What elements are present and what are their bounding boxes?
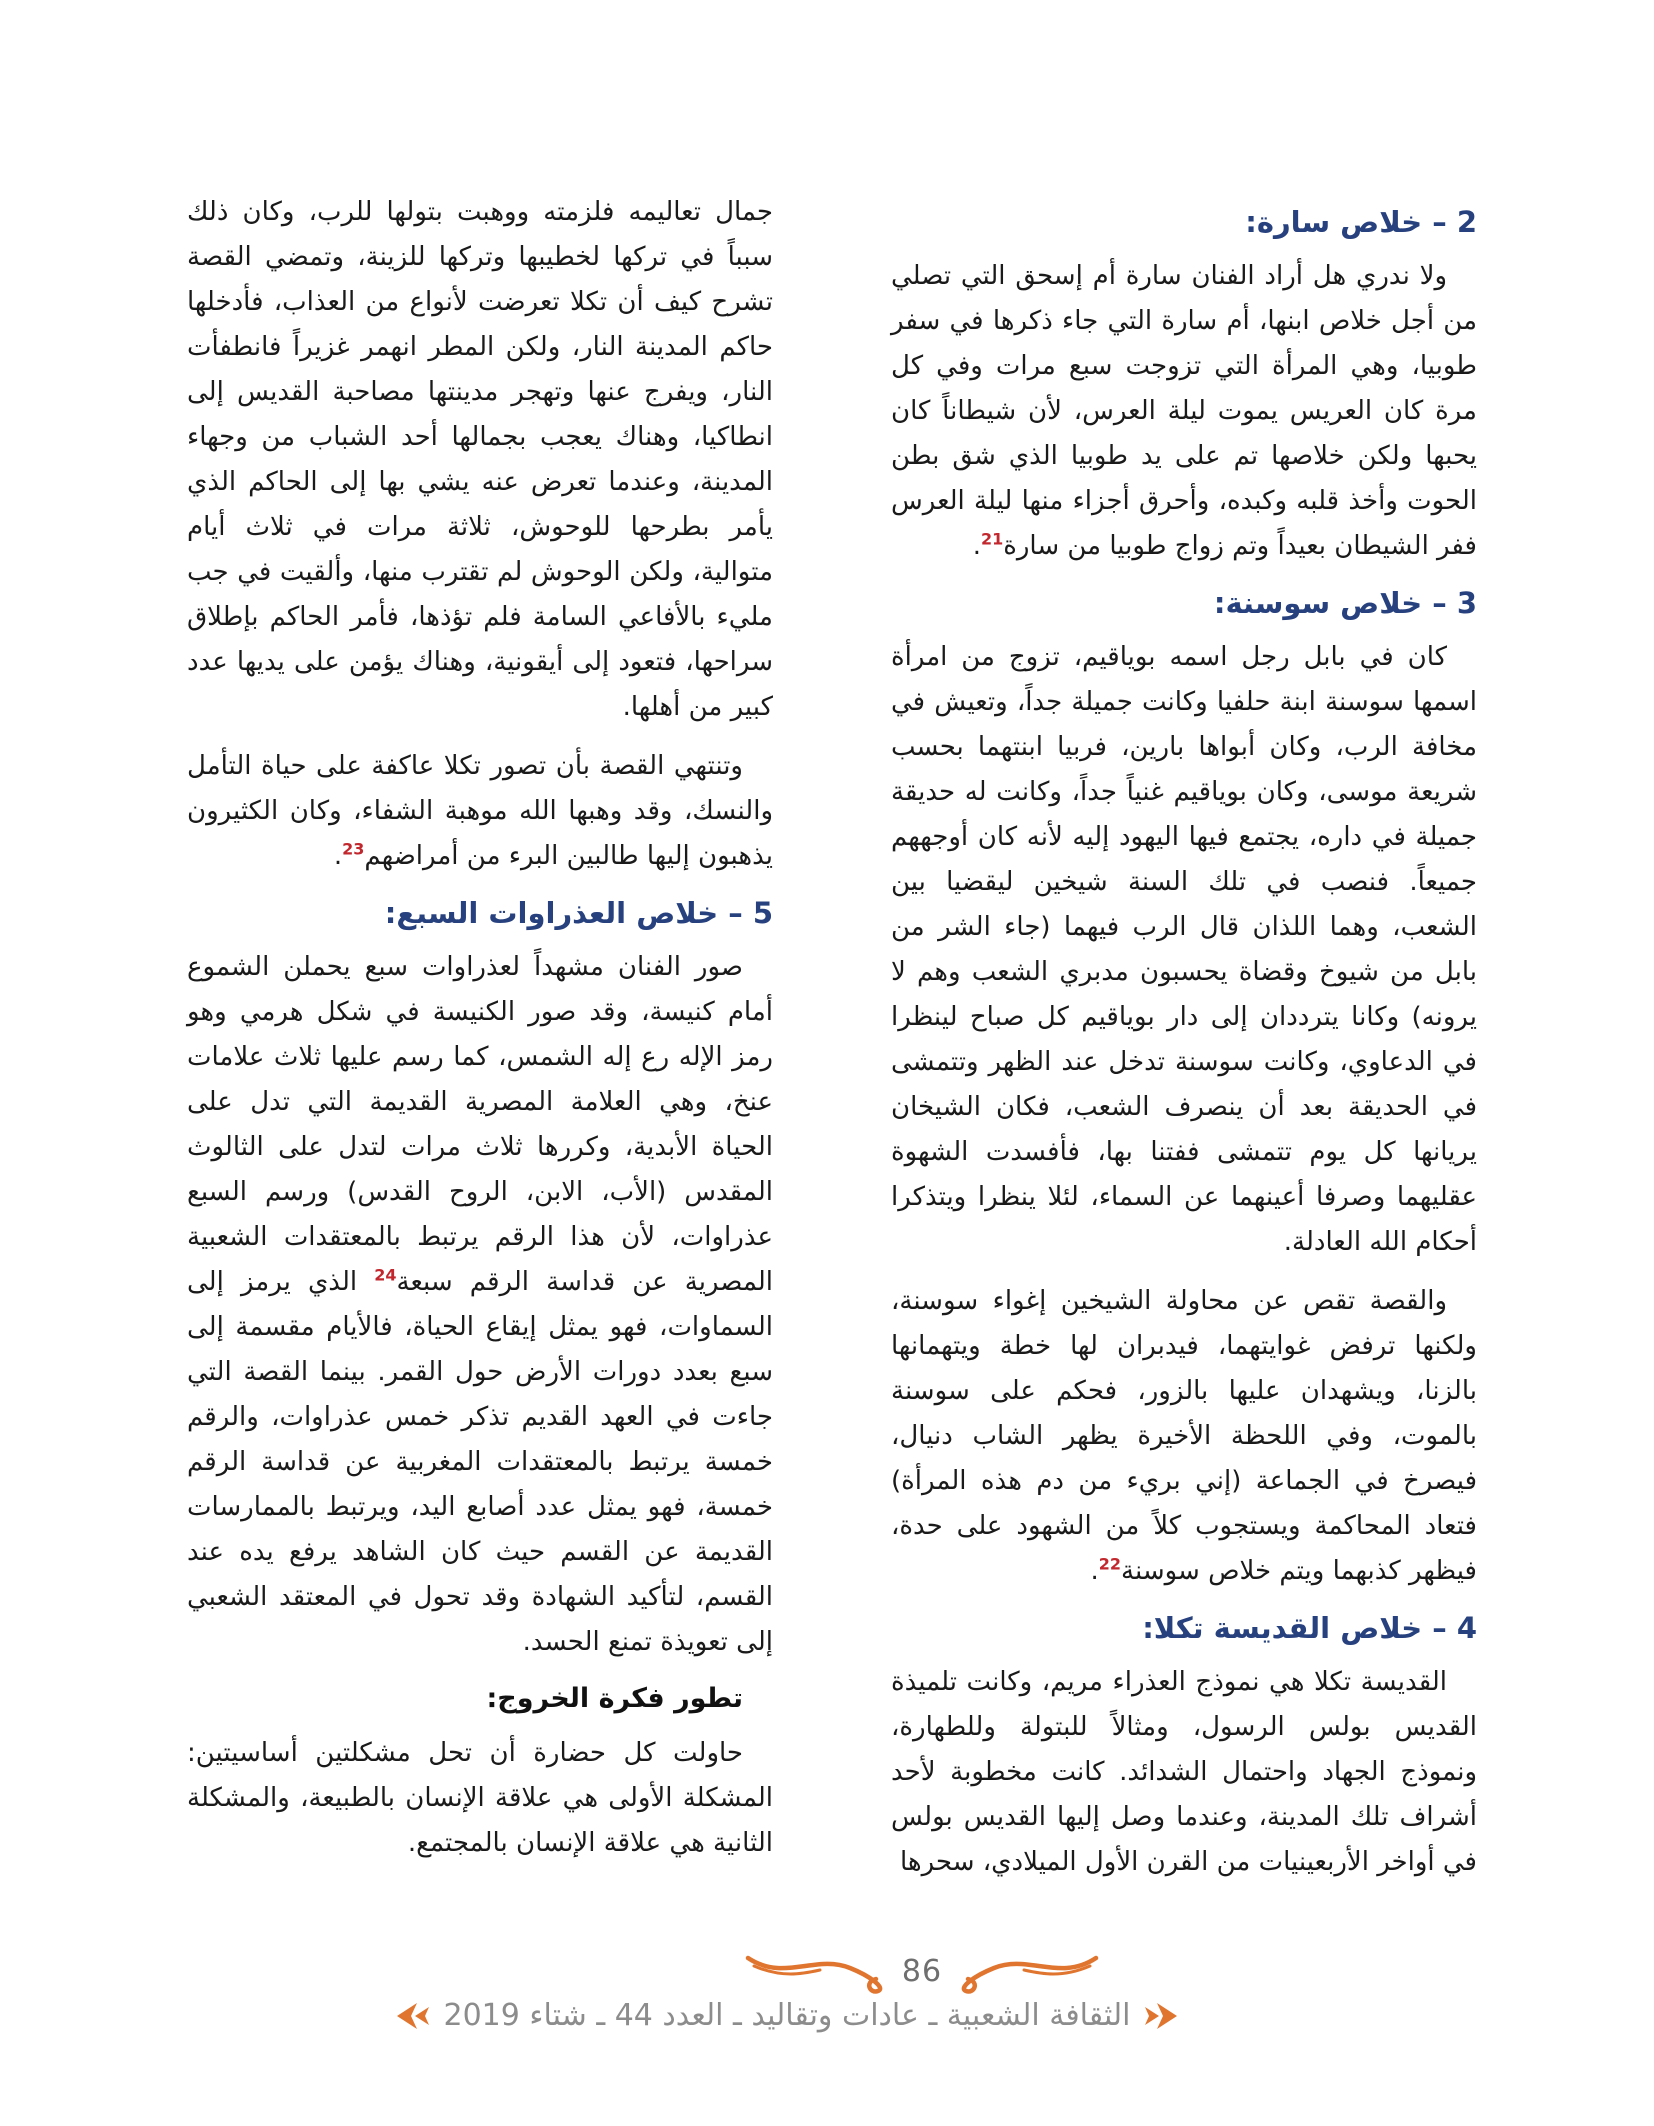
leaf-ornament-left-icon [395, 2000, 431, 2032]
section-heading: 2 – خلاص سارة: [1245, 205, 1477, 239]
text-run: جمال تعاليمه فلزمته ووهبت بتولها للرب، وكان ذلك سبباً في تركها لخطيبها وتركها للزينة، وتمضي القصة تشرح كيف أن تكلا تعرضت لأنواع من العذاب، فأدخلها حاكم المدينة النار، ولكن المطر انهمر غزيراً فانطفأت النار، ويفرج عنها وتهجر مدينتها مصاحبة القديس إلى انطاكيا، وهناك يعجب بجمالها أحد الشباب من وجهاء المدينة، وعندما تعرض عنه يشي بها إلى الحاكم الذي يأمر بطرحها للوحوش، ثلاثة مرات في ثلاث أيام متوالية، ولكن الوحوش لم تقترب منها، وألقيت في جب مليء بالأفاعي السامة فلم تؤذها، فأمر الحاكم بإطلاق سراحها، فتعود إلى أيقونية، وهناك يؤمن على يديها عدد كبير من أهلها. [187, 197, 773, 722]
text-run: الذي يرمز إلى السماوات، فهو يمثل إيقاع الحياة، فالأيام مقسمة إلى سبع بعدد دورات الأرض حول القمر. بينما القصة التي جاءت في العهد القديم تذكر خمس عذراوات، والرقم خمسة يرتبط بالمعتقدات المغربية عن قداسة الرقم خمسة، فهو يمثل عدد أصابع اليد، ويرتبط بالممارسات القديمة عن القسم حيث كان الشاهد يرفع يده عند القسم، لتأكيد الشهادة وقد تحول في المعتقد الشعبي إلى تعويذة تمنع الحسد. [187, 1267, 773, 1657]
text-run: صور الفنان مشهداً لعذراوات سبع يحملن الشموع أمام كنيسة، وقد صور الكنيسة في شكل هرمي وهو رمز الإله رع إله الشمس، كما رسم عليها ثلاث علامات عنخ، وهي العلامة المصرية القديمة التي تدل على الحياة الأبدية، وكررها ثلاث مرات لتدل على الثالوث المقدس (الأب، الابن، الروح القدس) ورسم السبع عذراوات، لأن هذا الرقم يرتبط بالمعتقدات الشعبية المصرية عن قداسة الرقم سبعة [187, 952, 773, 1297]
sub-heading: تطور فكرة الخروج: [486, 1683, 743, 1714]
text-run: . [333, 841, 343, 871]
journal-info-block [395, 1998, 1178, 2033]
text-run: . [1090, 1556, 1099, 1586]
text-run: . [972, 531, 981, 561]
page-number: 86 [901, 1953, 943, 1989]
paragraph [891, 635, 1477, 1265]
footnote-ref: 21 [980, 529, 1004, 549]
text-run: كان في بابل رجل اسمه بوياقيم، تزوج من امرأة اسمها سوسنة ابنة حلفيا وكانت جميلة جداً، وتعيش في مخافة الرب، وكان أبواها بارين، فربيا ابنتهما بحسب شريعة موسى، وكان بوياقيم غنياً جداً، وكانت له حديقة جميلة في داره، يجتمع فيها اليهود إليه لأنه كان أوجههم جميعاً. فنصب في تلك السنة شيخين ليقضيا بين الشعب، وهما اللذان قال الرب فيهما (جاء الشر من بابل من شيوخ وقضاة يحسبون مدبري الشعب وهم لا يرونه) وكانا يترددان إلى دار بوياقيم كل صباح لينظرا في الدعاوي، وكانت سوسنة تدخل عند الظهر وتتمشى في الحديقة بعد أن ينصرف الشعب، فكان الشيخان يريانها كل يوم تتمشى ففتنا بها، فأفسدت الشهوة عقليهما وصرفا أعينهما عن السماء، لئلا ينظرا ويتذكرا أحكام الله العادلة. [891, 642, 1477, 1257]
paragraph [187, 945, 773, 1665]
footnote-ref: 24 [374, 1265, 397, 1285]
flourish-right-icon [744, 1948, 894, 1994]
column-right [891, 190, 1477, 1899]
paragraph [187, 744, 773, 879]
paragraph [891, 254, 1477, 569]
page-number-block [744, 1948, 1100, 1994]
leaf-ornament-right-icon [1143, 2000, 1179, 2032]
article-body [177, 190, 1477, 1899]
text-run: حاولت كل حضارة أن تحل مشكلتين أساسيتين: المشكلة الأولى هي علاقة الإنسان بالطبيعة، والمشكلة الثانية هي علاقة الإنسان بالمجتمع. [187, 1738, 773, 1858]
footnote-ref: 22 [1098, 1554, 1122, 1574]
page-footer [0, 1948, 1654, 2033]
section-heading: 5 – خلاص العذراوات السبع: [384, 896, 773, 930]
footnote-ref: 23 [342, 839, 365, 859]
paragraph [891, 1279, 1477, 1594]
column-left [187, 190, 773, 1899]
section-heading: 4 – خلاص القديسة تكلا: [1142, 1611, 1477, 1645]
text-run: والقصة تقص عن محاولة الشيخين إغواء سوسنة، ولكنها ترفض غوايتهما، فيدبران لها خطة ويتهمانها بالزنا، ويشهدان عليها بالزور، فحكم على سوسنة بالموت، وفي اللحظة الأخيرة يظهر الشاب دنيال، فيصرخ في الجماعة (إني بريء من دم هذه المرأة) فتعاد المحاكمة ويستجوب كلاً من الشهود على حدة، فيظهر كذبهما ويتم خلاص سوسنة [891, 1286, 1477, 1586]
paragraph [187, 190, 773, 730]
text-run: القديسة تكلا هي نموذج العذراء مريم، وكانت تلميذة القديس بولس الرسول، ومثالاً للبتولة وللطهارة، ونموذج الجهاد واحتمال الشدائد. كانت مخطوبة لأحد أشراف تلك المدينة، وعندما وصل إليها القديس بولس في أواخر الأربعينيات من القرن الأول الميلادي، سحرها [891, 1667, 1477, 1877]
journal-info: الثقافة الشعبية ـ عادات وتقاليد ـ العدد 44 ـ شتاء 2019 [443, 1998, 1131, 2033]
flourish-left-icon [950, 1948, 1100, 1994]
section-heading: 3 – خلاص سوسنة: [1213, 586, 1477, 620]
text-run: وتنتهي القصة بأن تصور تكلا عاكفة على حياة التأمل والنسك، وقد وهبها الله موهبة الشفاء، وكان الكثيرون يذهبون إليها طالبين البرء من أمراضهم [187, 751, 773, 871]
paragraph [187, 1731, 773, 1866]
paragraph [891, 1660, 1477, 1885]
text-run: ولا ندري هل أراد الفنان سارة أم إسحق التي تصلي من أجل خلاص ابنها، أم سارة التي جاء ذكرها في سفر طوبيا، وهي المرأة التي تزوجت سبع مرات وفي كل مرة كان العريس يموت ليلة العرس، لأن شيطاناً كان يحبها ولكن خلاصها تم على يد طوبيا الذي شق بطن الحوت وأخذ قلبه وكبده، وأحرق أجزاء منها ليلة العرس ففر الشيطان بعيداً وتم زواج طوبيا من سارة [891, 261, 1477, 561]
